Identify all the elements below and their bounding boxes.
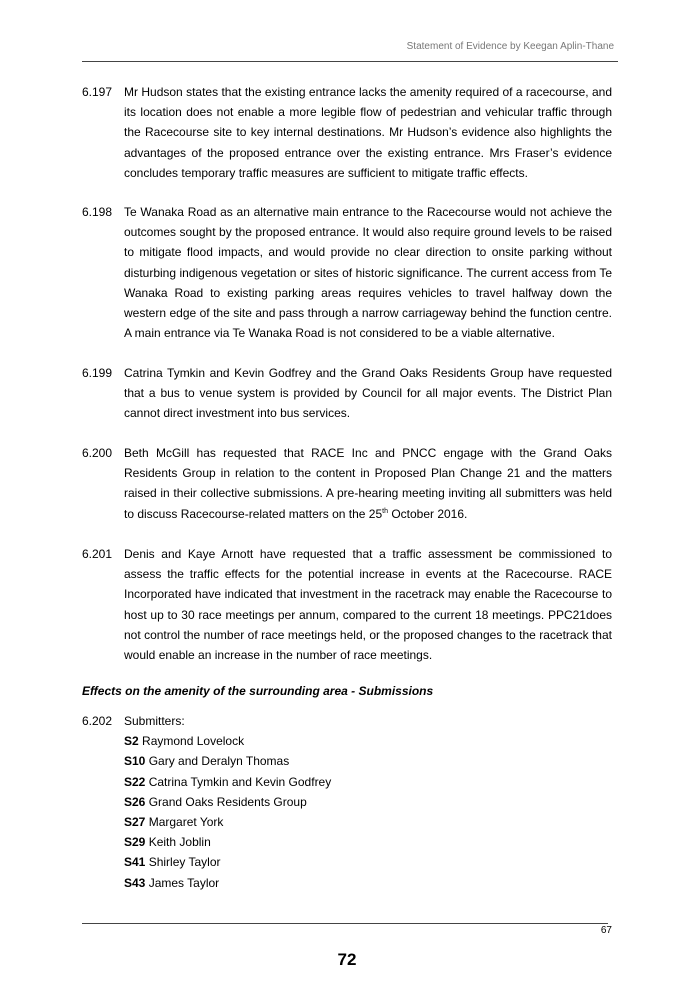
paragraph-6-197 (82, 82, 612, 183)
paragraph-number: 6.198 (82, 205, 113, 219)
paragraph-number: 6.202 (82, 714, 113, 728)
paragraph-6-198 (82, 202, 612, 343)
submitter-code: S10 (124, 754, 146, 769)
paragraph-text (124, 443, 612, 524)
submitter-code: S41 (124, 855, 146, 870)
bundle-page-number: 72 (337, 950, 357, 969)
submitter-name: Catrina Tymkin and Kevin Godfrey (148, 774, 332, 789)
header-title: Statement of Evidence by Keegan Aplin-Thane (406, 41, 614, 52)
section-heading: Effects on the amenity of the surrounding area - Submissions (82, 684, 434, 698)
paragraph-text: Mr Hudson states that the existing entrance lacks the amenity required of a racecourse, and its location does not enable a more legible flow of pedestrian and vehicular traffic through the Racecourse site to key internal destinations. Mr Hudson’s evidence also highlights the advantages of the proposed entrance over the existing entrance. Mrs Fraser’s evidence concludes temporary traffic measures are sufficient to mitigate traffic effects. (124, 85, 612, 180)
submitter-code: S26 (124, 794, 146, 809)
paragraph-text: Te Wanaka Road as an alternative main entrance to the Racecourse would not achieve the outcomes sought by the proposed entrance. It would also require ground levels to be raised to mitigate flood impacts, and would provide no clear direction to onsite parking without disturbing indigenous vegetation or sites of historic significance. The current access from Te Wanaka Road to existing parking areas requires vehicles to travel halfway down the western edge of the site and pass through a narrow carriageway behind the function centre. A main entrance via Te Wanaka Road is not considered to be a viable alternative. (124, 205, 612, 341)
paragraph-text-part: Beth McGill has requested that RACE Inc and PNCC engage with the Grand Oaks Residents Group in relation to the content in Proposed Plan Change 21 and the matters raised in their collective submissions. A pre-hearing meeting inviting all submitters was held to discuss Racecourse-related matters on the 25 (124, 446, 612, 521)
submitters-label: Submitters: (124, 714, 185, 728)
submitter-item (124, 832, 331, 852)
submitter-code: S22 (124, 774, 146, 789)
submitter-item (124, 772, 331, 792)
ordinal-suffix: th (382, 507, 388, 515)
submitter-item (124, 751, 331, 771)
paragraph-number: 6.199 (82, 366, 113, 380)
submitter-name: Grand Oaks Residents Group (148, 794, 307, 809)
paragraph-text: Denis and Kaye Arnott have requested that a traffic assessment be commissioned to assess the traffic effects for the potential increase in events at the Racecourse. RACE Incorporated have indicated that investment in the racetrack may enable the Racecourse to host up to 30 race meetings per annum, compared to the current 18 meetings. PPC21does not control the number of race meetings held, or the proposed changes to the racetrack that would enable an increase in the number of race meetings. (124, 547, 612, 663)
paragraph-6-201 (82, 544, 612, 665)
submitter-item (124, 873, 331, 893)
submitter-code: S43 (124, 875, 146, 890)
paragraph-text: Catrina Tymkin and Kevin Godfrey and the Grand Oaks Residents Group have requested that a bus to venue system is provided by Council for all major events. The District Plan cannot direct investment into bus services. (124, 366, 612, 421)
submitter-name: Gary and Deralyn Thomas (148, 754, 290, 769)
page-header (82, 41, 618, 62)
submitter-code: S2 (124, 734, 139, 749)
paragraph-number: 6.201 (82, 547, 113, 561)
submitter-item (124, 731, 331, 751)
paragraph-6-200 (82, 443, 612, 524)
page-number: 67 (600, 925, 612, 936)
submitter-name: Keith Joblin (148, 835, 211, 850)
submitter-name: James Taylor (148, 875, 220, 890)
submitters-list (124, 711, 331, 893)
submitters-block (82, 711, 331, 893)
submitter-item (124, 812, 331, 832)
submitter-name: Raymond Lovelock (142, 734, 245, 749)
submitter-name: Margaret York (148, 815, 224, 830)
paragraph-number: 6.197 (82, 85, 113, 99)
paragraph-6-199 (82, 363, 612, 424)
submitter-code: S29 (124, 835, 146, 850)
submitter-code: S27 (124, 815, 146, 830)
paragraph-number: 6.200 (82, 446, 113, 460)
submitter-item (124, 792, 331, 812)
footer-divider (82, 923, 608, 924)
submitter-item (124, 852, 331, 872)
submitter-name: Shirley Taylor (148, 855, 221, 870)
paragraph-text-part: October 2016. (387, 506, 468, 521)
